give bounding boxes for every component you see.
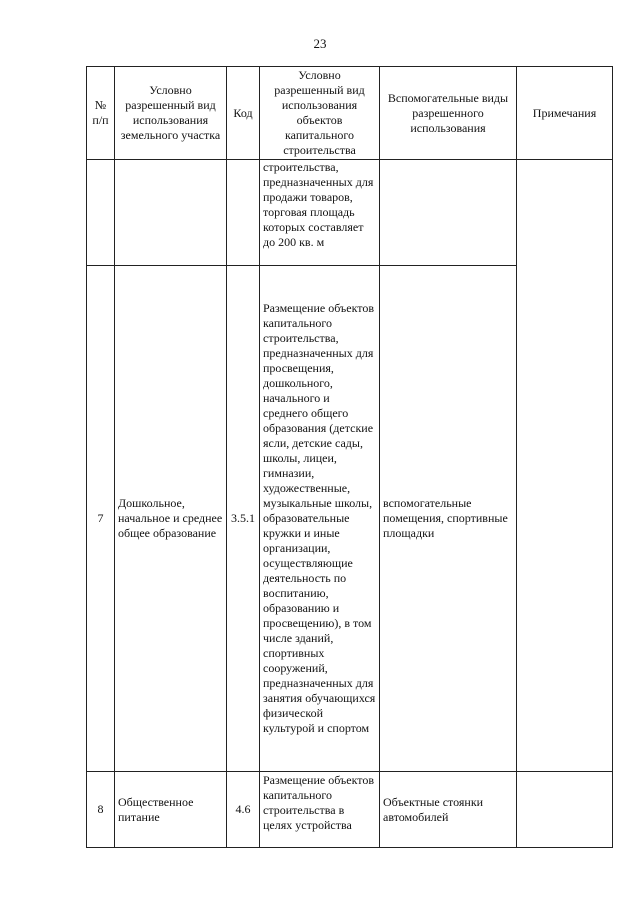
page-number: 23	[313, 36, 327, 51]
header-row	[87, 67, 613, 160]
row-description: Размещение объектов капитального строительства, предназначенных для просвещения, дошкольного, начального и среднего общего образования (детские ясли, детские сады, школы, лицеи, гимназии, художественные, музыкальные школы, образовательные кружки и иные организации, осуществляющие деятельность по воспитанию, образованию и просвещению), в том числе зданий, спортивных сооружений, предназначенных для занятия обучающихся физической культурой и спортом	[260, 266, 380, 772]
header-conditional-use: Условно разрешенный вид использования земельного участка	[115, 67, 227, 160]
row-notes	[517, 772, 613, 848]
land-use-table	[86, 66, 613, 848]
row-name	[115, 160, 227, 266]
row-code: 3.5.1	[227, 266, 260, 772]
row-num: 8	[87, 772, 115, 848]
row-auxiliary: вспомогательные помещения, спортивные площадки	[380, 266, 517, 772]
row-auxiliary: Объектные стоянки автомобилей	[380, 772, 517, 848]
row-name: Общественное питание	[115, 772, 227, 848]
row-num: 7	[87, 266, 115, 772]
row-notes	[517, 160, 613, 772]
row-num	[87, 160, 115, 266]
row-description: Размещение объектов капитального строительства в целях устройства	[260, 772, 380, 848]
table-row	[87, 160, 613, 266]
row-auxiliary	[380, 160, 517, 266]
row-code	[227, 160, 260, 266]
header-auxiliary: Вспомогательные виды разрешенного использования	[380, 67, 517, 160]
header-notes: Примечания	[517, 67, 613, 160]
header-object-use: Условно разрешенный вид использования объектов капитального строительства	[260, 67, 380, 160]
row-name: Дошкольное, начальное и среднее общее образование	[115, 266, 227, 772]
row-code: 4.6	[227, 772, 260, 848]
row-description: строительства, предназначенных для продажи товаров, торговая площадь которых составляет до 200 кв. м	[260, 160, 380, 266]
header-code: Код	[227, 67, 260, 160]
table-row	[87, 772, 613, 848]
header-num: № п/п	[87, 67, 115, 160]
